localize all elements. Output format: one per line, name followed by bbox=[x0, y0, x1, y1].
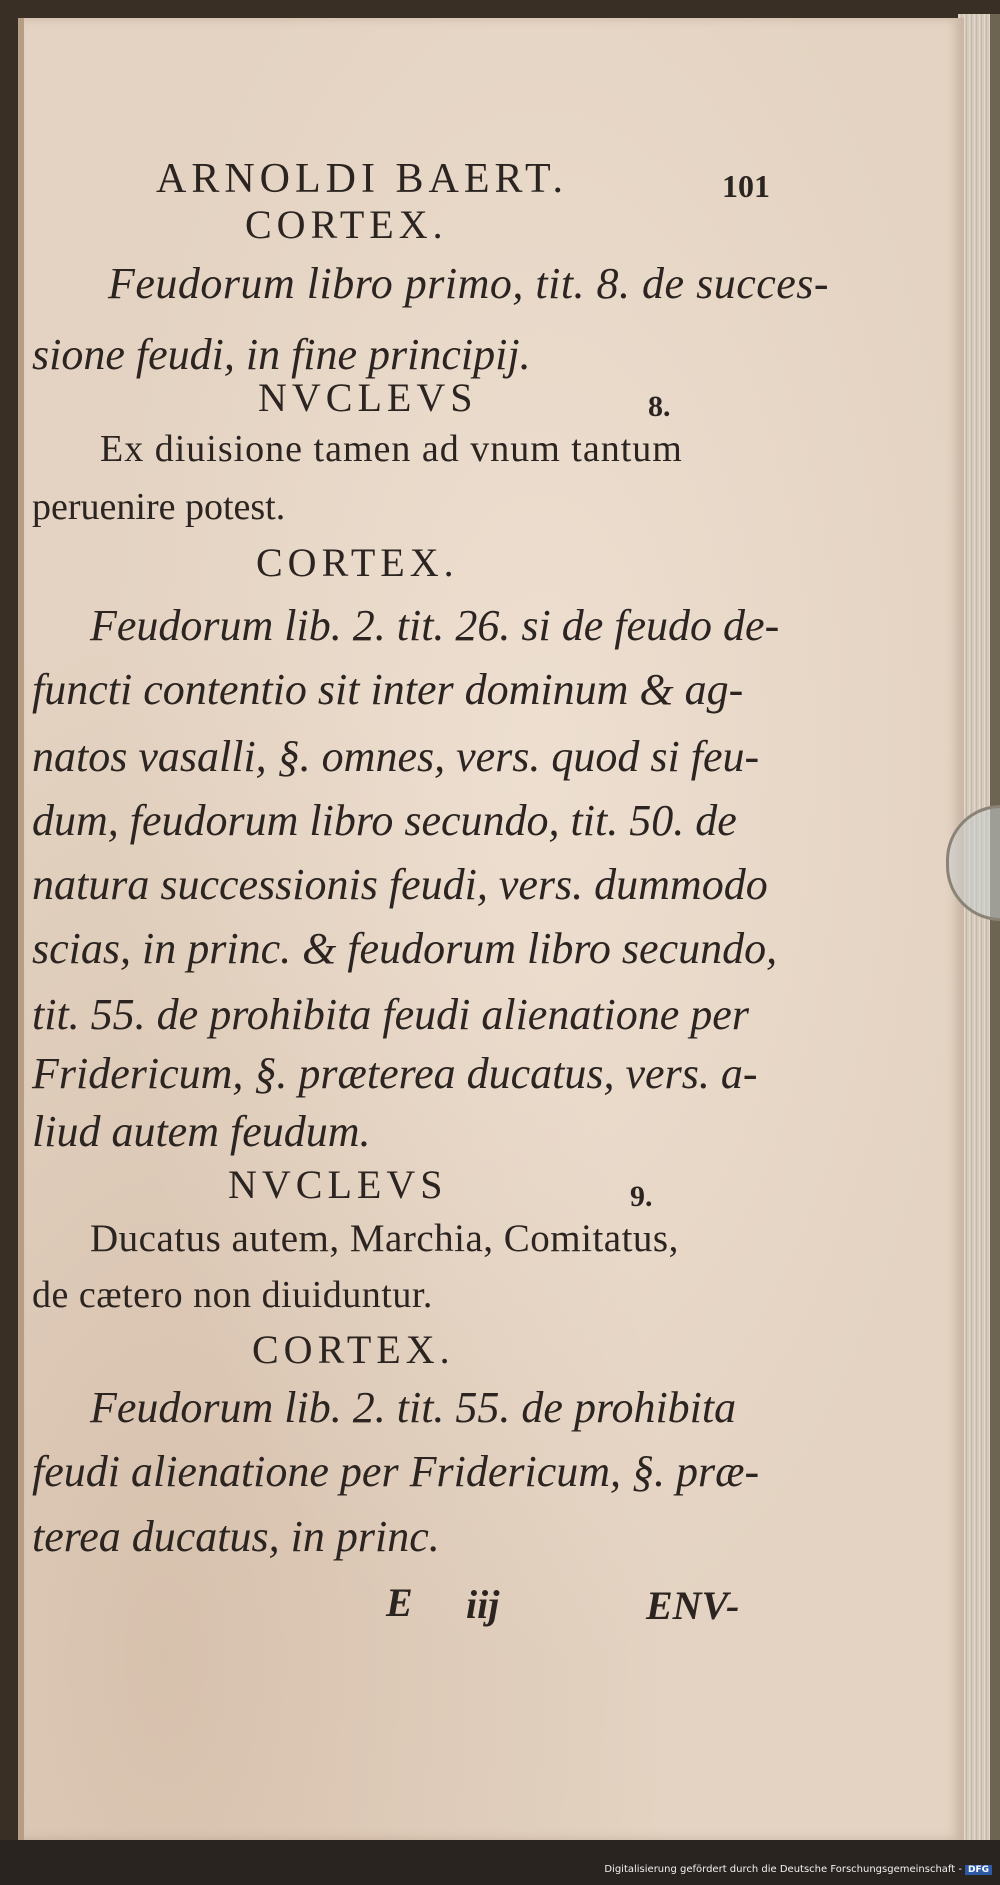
cortex-heading: CORTEX. bbox=[245, 202, 448, 247]
cortex-heading: CORTEX. bbox=[256, 540, 459, 585]
text-line: Ex diuisione tamen ad vnum tantum bbox=[100, 428, 683, 470]
credit-text: Digitalisierung gefördert durch die Deutsche Forschungsgemeinschaft - bbox=[604, 1864, 962, 1875]
text-line: Fridericum, §. præterea ducatus, vers. a- bbox=[32, 1049, 758, 1098]
catchword: ENV- bbox=[646, 1583, 740, 1628]
text-line: de cætero non diuiduntur. bbox=[32, 1274, 433, 1316]
text-line: dum, feudorum libro secundo, tit. 50. de bbox=[32, 796, 737, 845]
text-line: natos vasalli, §. omnes, vers. quod si feu- bbox=[32, 732, 760, 781]
text-line: liud autem feudum. bbox=[32, 1107, 371, 1156]
signature-number: iij bbox=[466, 1582, 500, 1627]
text-line: Ducatus autem, Marchia, Comitatus, bbox=[90, 1217, 679, 1260]
running-head-title: ARNOLDI BAERT. bbox=[156, 156, 569, 202]
cortex-heading: CORTEX. bbox=[252, 1327, 455, 1372]
text-line: terea ducatus, in princ. bbox=[32, 1512, 440, 1561]
text-line: scias, in princ. & feudorum libro secundo, bbox=[32, 924, 778, 973]
nucleus-number: 8. bbox=[648, 390, 671, 423]
text-line: Feudorum lib. 2. tit. 55. de prohibita bbox=[90, 1383, 737, 1432]
bottom-band bbox=[0, 1840, 1000, 1885]
digitization-credit bbox=[604, 1864, 992, 1875]
nucleus-number: 9. bbox=[630, 1180, 653, 1213]
text-line: functi contentio sit inter dominum & ag- bbox=[32, 665, 744, 714]
text-line: Feudorum lib. 2. tit. 26. si de feudo de- bbox=[90, 601, 780, 650]
text-line: natura successionis feudi, vers. dummodo bbox=[32, 860, 768, 909]
text-line: feudi alienatione per Fridericum, §. præ- bbox=[32, 1447, 760, 1496]
text-line: peruenire potest. bbox=[32, 486, 286, 528]
fore-edge-shadow bbox=[990, 14, 1000, 1840]
text-line: sione feudi, in fine principij. bbox=[32, 330, 531, 379]
dfg-logo: DFG bbox=[965, 1865, 992, 1875]
text-line: Feudorum libro primo, tit. 8. de succes- bbox=[108, 259, 830, 308]
nucleus-heading: NVCLEVS bbox=[258, 375, 478, 420]
page-number: 101 bbox=[722, 168, 770, 204]
text-line: tit. 55. de prohibita feudi alienatione per bbox=[32, 990, 749, 1039]
nucleus-heading: NVCLEVS bbox=[228, 1162, 448, 1207]
signature-mark: E bbox=[386, 1580, 413, 1625]
